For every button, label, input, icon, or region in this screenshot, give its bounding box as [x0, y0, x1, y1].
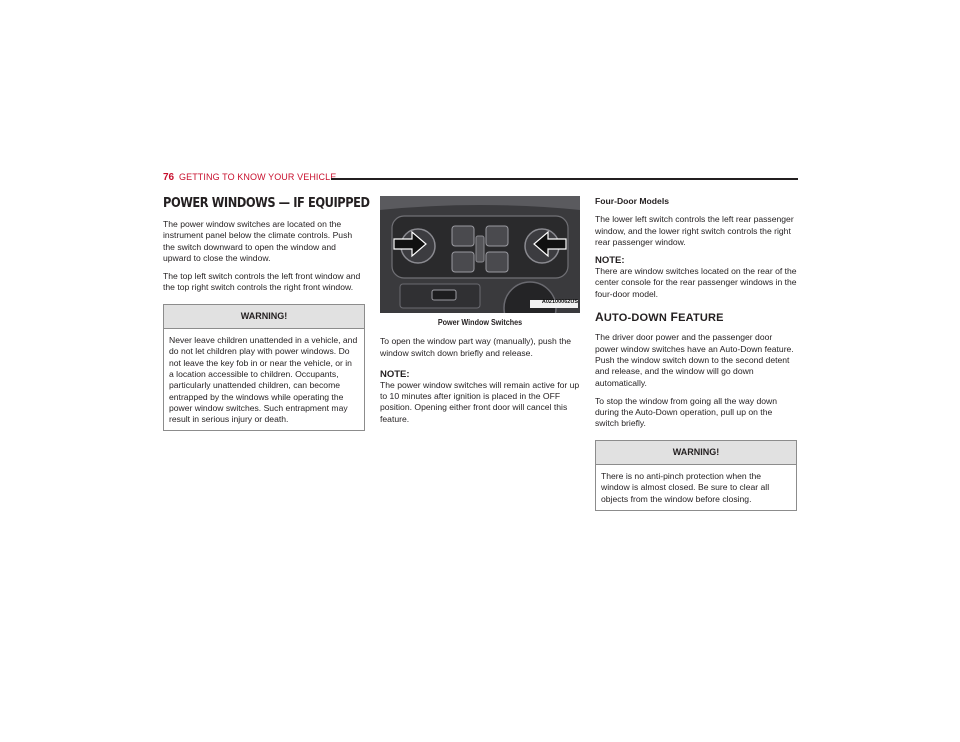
paragraph: The lower left switch controls the left rear passenger window, and the lower right switch controls the right rear passenger window.: [595, 214, 794, 247]
switch-panel-illustration: [380, 196, 580, 313]
feature-heading-part: F: [667, 310, 679, 325]
paragraph: The driver door power and the passenger door power window switches have an Auto-Down feature. Push the window switch down to the second detent and release, and the window will go down automatically.: [595, 332, 794, 388]
subheading: Four-Door Models: [595, 196, 669, 206]
feature-heading-part: -D: [627, 312, 640, 325]
section-heading: POWER WINDOWS — IF EQUIPPED: [163, 196, 370, 211]
paragraph: The power window switches are located on the instrument panel below the climate controls. Push the switch downward to open the window and upward to close the window.: [163, 219, 353, 263]
feature-heading: [595, 312, 797, 324]
figure-code: A02100062US: [541, 298, 578, 305]
feature-heading-part: OWN: [639, 312, 667, 325]
warning-box: [595, 440, 797, 511]
page-number: 76: [163, 172, 175, 183]
paragraph: The top left switch controls the left front window and the top right switch controls the right front window.: [163, 271, 361, 293]
warning-heading: WARNING!: [164, 305, 364, 329]
warning-text: Never leave children unattended in a vehicle, and do not let children play with power windows. Do not leave the key fob in or near the vehicle, or in a location accessible to children. Occupants, particularly unattended children, can become entrapped by the windows while operating the power window switches. Such entrapment may result in serious injury or death.: [169, 335, 358, 425]
feature-heading-part: EATURE: [678, 312, 724, 325]
column-right: [595, 196, 797, 511]
note-text: There are window switches located on the rear of the center console for the rear passenger windows in the four-door model.: [595, 266, 797, 299]
paragraph: To stop the window from going all the way down during the Auto-Down operation, pull up on the switch briefly.: [595, 395, 777, 429]
feature-heading-part: UTO: [603, 312, 628, 325]
warning-box: [163, 304, 365, 432]
feature-heading-part: A: [595, 310, 604, 325]
paragraph: To open the window part way (manually), push the window switch down briefly and release.: [380, 336, 572, 358]
page-header: [163, 172, 798, 184]
column-left: [163, 196, 370, 431]
header-rule: [331, 178, 798, 180]
warning-text: There is no anti-pinch protection when the window is almost closed. Be sure to clear all objects from the window before closing.: [601, 471, 770, 504]
note-label: NOTE:: [380, 368, 410, 380]
note-label: NOTE:: [595, 255, 625, 267]
figure-caption: Power Window Switches: [437, 318, 523, 327]
power-window-switches-figure: [380, 196, 580, 313]
warning-heading: WARNING!: [596, 441, 796, 465]
note-text: The power window switches will remain active for up to 10 minutes after ignition is placed in the OFF position. Opening either front door will cancel this feature.: [380, 379, 580, 424]
column-middle: [380, 196, 580, 432]
section-title: GETTING TO KNOW YOUR VEHICLE: [179, 172, 337, 182]
